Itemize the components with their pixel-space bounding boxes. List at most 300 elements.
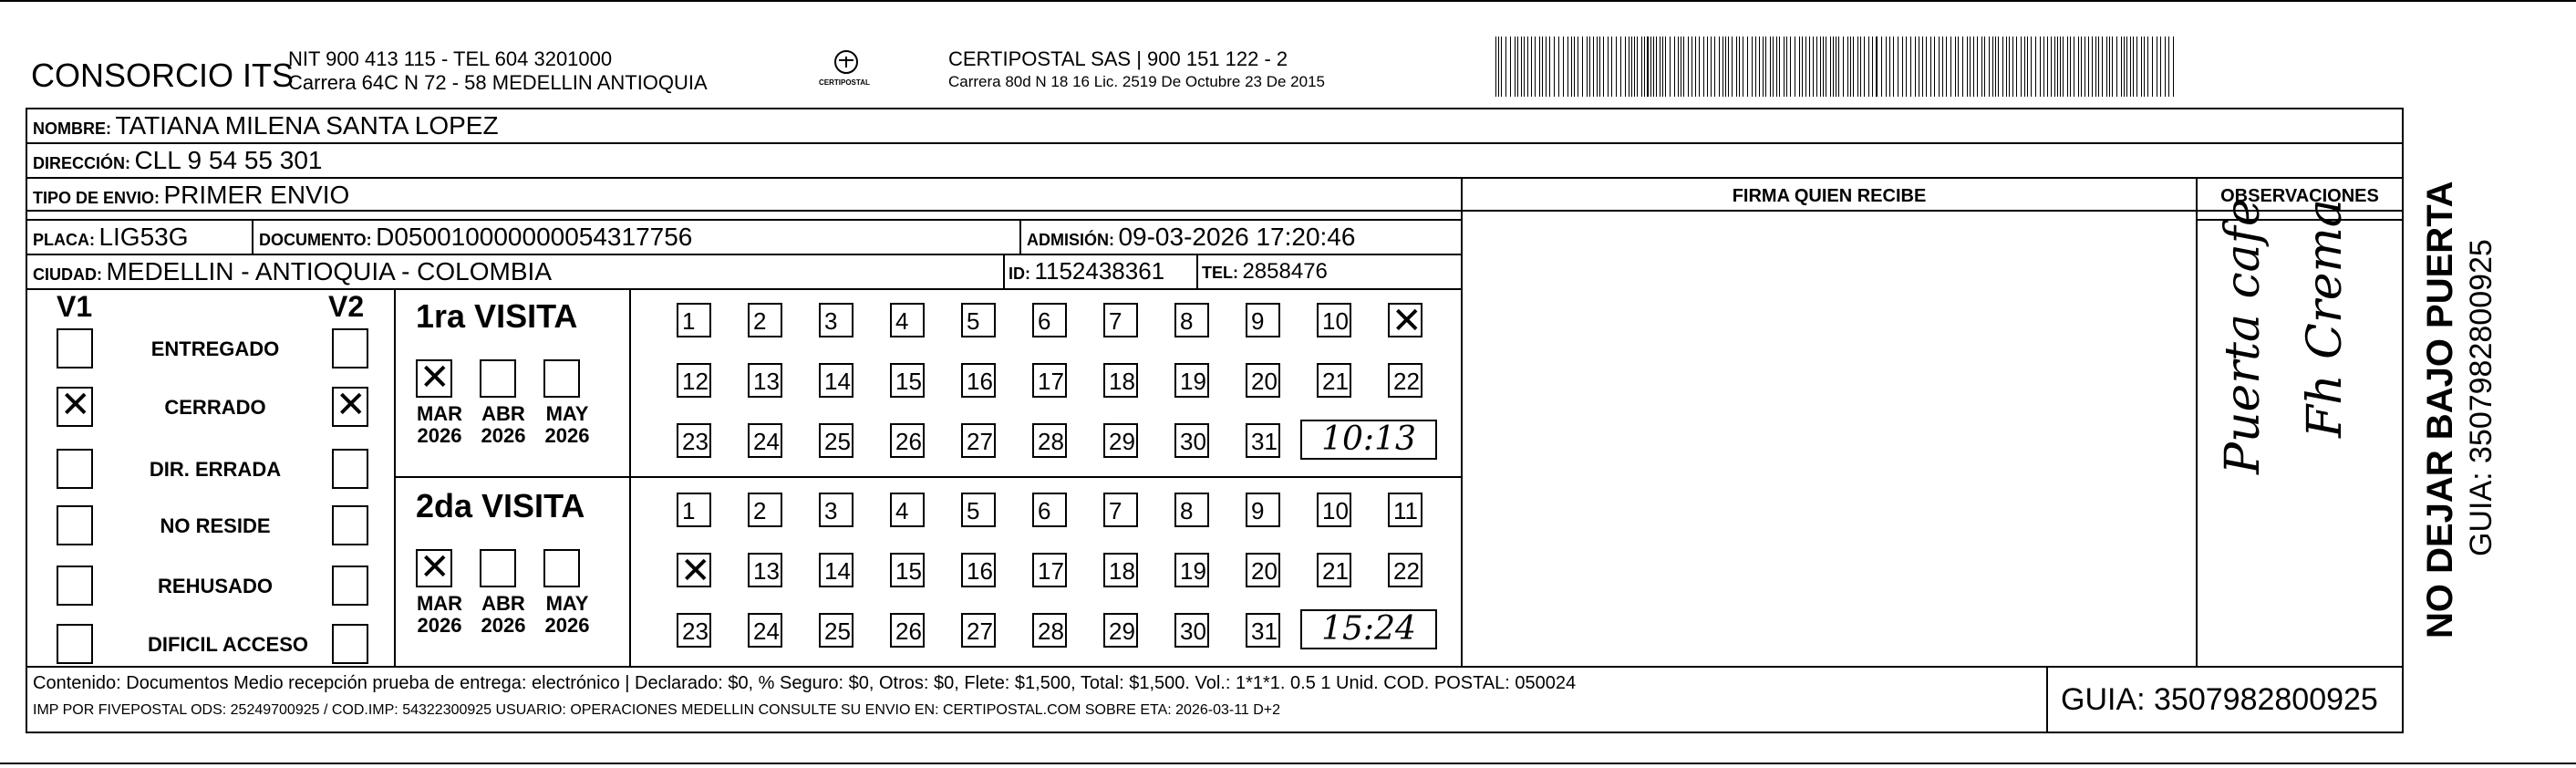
barcode-bar [2047,36,2048,97]
barcode-bar [1616,36,1617,97]
barcode-bar [1984,36,1985,97]
barcode-bar [1505,36,1506,97]
status-label: DIR. ERRADA [149,458,282,481]
barcode-bar [1634,36,1635,97]
day-box[interactable]: 25 [819,423,853,458]
barcode-bar [2121,36,2122,97]
barcode-bar [1906,36,1907,97]
direccion-value: CLL 9 54 55 301 [134,146,323,174]
barcode-bar [2144,36,2145,97]
month-checkbox[interactable] [543,549,580,587]
barcode-bar [1665,36,1666,97]
ciudad-row [33,257,552,286]
barcode-bar [1736,36,1737,97]
barcode-bar [1567,36,1568,97]
day-box[interactable]: 22 [1388,553,1422,587]
tipo-value: PRIMER ENVIO [163,181,350,209]
barcode-bar [1582,36,1583,97]
admision-value: 09-03-2026 17:20:46 [1118,223,1356,251]
barcode-bar [2116,36,2117,97]
barcode-bar [1790,36,1791,97]
barcode-bar [1893,36,1894,97]
placa-row [33,223,189,252]
barcode-bar [1589,36,1590,97]
day-box[interactable]: 16 [961,553,996,587]
barcode-bar [1799,36,1800,97]
v2-checkbox[interactable] [332,449,368,489]
barcode-bar [1656,36,1657,97]
barcode-bar [1521,36,1522,97]
month-year: 2026 [544,614,590,637]
barcode-bar [1930,36,1931,97]
barcode-bar [1571,36,1572,97]
month-year: 2026 [417,424,462,447]
barcode-bar [1992,36,1993,97]
tipo-row [33,181,349,210]
ciudad-value: MEDELLIN - ANTIOQUIA - COLOMBIA [106,257,552,285]
admision-label: ADMISIÓN: [1027,231,1114,249]
barcode-bar [1546,36,1547,97]
barcode-bar [1977,36,1978,97]
day-box[interactable]: 27 [961,423,996,458]
day-box[interactable]: 27 [961,613,996,648]
barcode-bar [2006,36,2007,97]
v2-checkbox[interactable] [332,328,368,368]
side-guia: GUIA: 3507982800925 [2464,239,2498,556]
month-label [478,593,529,637]
barcode-bar [2124,36,2125,97]
barcode-bar [1631,36,1632,97]
barcode-bar [1847,36,1848,97]
observacion-line-2: Fh Crema [2298,199,2353,438]
month-name: ABR [481,402,525,425]
barcode-bar [1934,36,1935,97]
barcode-bar [1784,36,1785,97]
barcode-bar [1641,36,1642,97]
barcode-bar [2078,36,2079,97]
month-year: 2026 [481,424,526,447]
month-name: MAR [416,402,463,425]
day-box[interactable]: 2 [748,493,782,527]
barcode-bar [1691,36,1692,97]
v2-checkbox[interactable] [332,624,368,664]
barcode-bar [1728,36,1729,97]
month-checkbox[interactable] [416,359,452,398]
day-box[interactable]: 3 [819,303,853,337]
barcode-bar [1889,36,1890,97]
barcode-bar [1910,36,1911,97]
nombre-value: TATIANA MILENA SANTA LOPEZ [115,111,499,140]
frame-right [2402,108,2404,733]
visit-title: 2da VISITA [416,487,585,524]
day-box[interactable]: 9 [1246,493,1280,527]
barcode-bar [1886,36,1887,97]
status-label: DIFICIL ACCESO [147,633,308,656]
barcode-bar [2060,36,2061,97]
barcode-bar [2133,36,2134,97]
barcode-bar [1653,36,1654,97]
barcode-bar [1620,36,1621,97]
frame-top [26,108,2404,109]
day-box[interactable]: 13 [748,553,782,587]
barcode-bar [1542,36,1543,97]
barcode [1495,36,2179,97]
day-box[interactable]: 31 [1246,423,1280,458]
month-year: 2026 [417,614,462,637]
footer-content: Contenido: Documentos Medio recepción prueba de entrega: electrónico | Declarado: $0, % Seguro: $0, Otros: $0, Flete: $1,500, Total: $1,500. Vol.: 1*1*1. 0.5 1 Unid. COD. POSTAL: 050024 [33,673,1577,693]
barcode-bar [1973,36,1974,97]
barcode-bar [2088,36,2089,97]
row-line [26,210,2404,212]
barcode-bar [1995,36,1996,97]
barcode-bar [2057,36,2058,97]
status-label: CERRADO [164,396,266,419]
day-box[interactable]: 26 [890,613,925,648]
month-checkbox[interactable] [543,359,580,398]
barcode-bar [1876,36,1878,97]
barcode-bar [1902,36,1903,97]
month-checkbox[interactable] [480,359,516,398]
day-box[interactable]: 2 [748,303,782,337]
day-box[interactable]: 29 [1103,423,1138,458]
barcode-bar [2002,36,2003,97]
barcode-bar [1759,36,1760,97]
day-box[interactable]: 15 [890,363,925,398]
day-box[interactable]: 11 [1388,493,1422,527]
barcode-bar [1678,36,1679,97]
barcode-bar [2095,36,2096,97]
v1-checkbox[interactable] [57,505,93,545]
barcode-bar [1946,36,1947,97]
day-box[interactable]: 4 [890,493,925,527]
day-box[interactable]: 17 [1032,363,1067,398]
barcode-bar [1998,36,1999,97]
barcode-bar [2012,36,2013,97]
month-label [478,403,529,447]
v1-checkbox[interactable] [57,328,93,368]
day-box[interactable]: 14 [819,553,853,587]
barcode-bar [1524,36,1525,97]
documento-row [259,223,692,252]
barcode-bar [1611,36,1612,97]
barcode-bar [1554,36,1555,97]
certipostal-logo-icon [819,44,874,99]
barcode-bar [1699,36,1700,97]
barcode-bar [1683,36,1684,97]
v2-label: V2 [328,290,365,323]
day-box[interactable]: 15 [890,553,925,587]
barcode-bar [1860,36,1861,97]
barcode-bar [1599,36,1600,97]
barcode-bar [1711,36,1712,97]
row-line [394,476,1461,478]
row-line [26,254,1463,255]
month-label [414,403,465,447]
day-box[interactable]: 9 [1246,303,1280,337]
barcode-bar [1644,36,1645,97]
barcode-bar [1868,36,1869,97]
barcode-bar [1864,36,1865,97]
barcode-bar [2070,36,2071,97]
day-box[interactable]: 17 [1032,553,1067,587]
barcode-bar [1833,36,1834,97]
barcode-bar [2168,36,2169,97]
month-label [542,403,593,447]
v1-checkbox[interactable] [57,566,93,606]
day-box[interactable]: 23 [677,613,711,648]
day-box[interactable]: 26 [890,423,925,458]
day-box[interactable]: 28 [1032,423,1067,458]
barcode-bar [1763,36,1764,97]
month-year: 2026 [481,614,526,637]
barcode-bar [1587,36,1588,97]
barcode-bar [2152,36,2153,97]
day-box[interactable]: 14 [819,363,853,398]
month-label [542,593,593,637]
visit-title: 1ra VISITA [416,297,578,335]
barcode-bar [1813,36,1814,97]
v2-checkbox[interactable] [332,566,368,606]
col-line [2196,177,2198,666]
v1-checkbox[interactable] [57,624,93,664]
barcode-bar [2043,36,2044,97]
barcode-bar [1773,36,1774,97]
barcode-bar [1955,36,1956,97]
observaciones-label: OBSERVACIONES [2220,186,2379,206]
barcode-bar [2035,36,2036,97]
certipostal-license: Carrera 80d N 18 16 Lic. 2519 De Octubre 23 De 2015 [948,73,1325,90]
barcode-bar [2016,36,2017,97]
barcode-bar [2063,36,2064,97]
day-box[interactable]: 28 [1032,613,1067,648]
barcode-bar [1563,36,1564,97]
barcode-bar [1662,36,1663,97]
barcode-bar [1688,36,1689,97]
barcode-bar [1549,36,1550,97]
month-name: MAY [545,402,589,425]
barcode-bar [2027,36,2028,97]
barcode-bar [1776,36,1777,97]
col-line [1019,219,1021,254]
nombre-row [33,111,499,140]
barcode-bar [2024,36,2025,97]
day-box[interactable]: 18 [1103,553,1138,587]
barcode-bar [1539,36,1540,97]
day-box[interactable]: 25 [819,613,853,648]
barcode-bar [1838,36,1839,97]
company-name: CONSORCIO ITS [31,57,295,94]
day-box[interactable]: 19 [1174,553,1209,587]
barcode-bar [1967,36,1968,97]
barcode-bar [1786,36,1787,97]
day-box[interactable]: 19 [1174,363,1209,398]
v1-checkbox[interactable] [57,387,93,427]
day-box[interactable]: 3 [819,493,853,527]
barcode-bar [1942,36,1943,97]
barcode-image [1495,36,2179,97]
barcode-bar [2054,36,2055,97]
col-line [1461,177,1463,666]
barcode-bar [2092,36,2093,97]
frame-left [26,108,27,733]
barcode-bar [1802,36,1803,97]
barcode-bar [1816,36,1817,97]
barcode-bar [1981,36,1982,97]
visit-time: 15:24 [1300,609,1437,649]
barcode-bar [2141,36,2142,97]
admision-row [1027,223,1355,252]
v1-checkbox[interactable] [57,449,93,489]
barcode-bar [1670,36,1671,97]
firma-label: FIRMA QUIEN RECIBE [1732,186,1927,206]
barcode-bar [2098,36,2099,97]
day-box[interactable]: 8 [1174,493,1209,527]
barcode-bar [1805,36,1806,97]
barcode-bar [1495,36,1496,97]
barcode-bar [1535,36,1536,97]
nombre-label: NOMBRE: [33,119,111,138]
barcode-bar [1820,36,1821,97]
barcode-bar [1958,36,1959,97]
barcode-bar [1747,36,1748,97]
day-box[interactable]: 20 [1246,363,1280,398]
day-box[interactable]: 6 [1032,493,1067,527]
barcode-bar [1962,36,1963,97]
day-box[interactable]: 7 [1103,493,1138,527]
status-label: ENTREGADO [150,337,280,360]
day-box[interactable]: 7 [1103,303,1138,337]
barcode-bar [1809,36,1810,97]
day-box[interactable]: 30 [1174,613,1209,648]
barcode-bar [1843,36,1844,97]
day-box[interactable]: 5 [961,493,996,527]
company-address: Carrera 64C N 72 - 58 MEDELLIN ANTIOQUIA [288,71,708,94]
month-name: ABR [481,592,525,615]
col-line [1196,254,1198,288]
barcode-bar [1647,36,1649,97]
barcode-bar [1603,36,1604,97]
tipo-label: TIPO DE ENVIO: [33,189,160,207]
barcode-bar [1608,36,1609,97]
v2-checkbox[interactable] [332,505,368,545]
direccion-label: DIRECCIÓN: [33,154,130,172]
day-box[interactable]: 8 [1174,303,1209,337]
day-box[interactable]: 21 [1317,553,1351,587]
barcode-bar [1850,36,1851,97]
logo-text: CERTIPOSTAL [819,78,870,87]
barcode-bar [2106,36,2107,97]
certipostal-title: CERTIPOSTAL SAS | 900 151 122 - 2 [948,47,1288,70]
day-box[interactable]: 13 [748,363,782,398]
day-box[interactable]: 10 [1317,493,1351,527]
barcode-bar [2126,36,2127,97]
row-line [26,219,1463,221]
col-line [2046,666,2048,733]
placa-label: PLACA: [33,231,95,249]
id-row [1009,257,1164,285]
barcode-bar [1515,36,1516,97]
row-line [26,142,2404,144]
barcode-bar [1755,36,1756,97]
barcode-bar [1558,36,1559,97]
barcode-bar [1501,36,1502,97]
day-box[interactable]: 29 [1103,613,1138,648]
barcode-bar [1915,36,1916,97]
status-label: NO RESIDE [160,514,271,537]
barcode-bar [1725,36,1726,97]
barcode-bar [1853,36,1854,97]
day-box[interactable]: 31 [1246,613,1280,648]
certipostal-logo [819,44,874,99]
barcode-bar [1703,36,1704,97]
barcode-bar [1779,36,1780,97]
month-name: MAR [416,592,463,615]
row-line [26,288,1463,290]
day-box[interactable]: 16 [961,363,996,398]
day-box[interactable]: 30 [1174,423,1209,458]
no-dejar-bajo-puerta: NO DEJAR BAJO PUERTA [2420,181,2460,638]
day-box[interactable]: 22 [1388,363,1422,398]
barcode-bar [1527,36,1528,97]
day-box[interactable]: 1 [677,303,711,337]
barcode-bar [1574,36,1575,97]
day-box[interactable]: 24 [748,423,782,458]
day-box[interactable] [677,553,711,587]
barcode-bar [1926,36,1927,97]
observacion-line-1: Puerta cafe [2216,198,2271,474]
barcode-bar [1857,36,1858,97]
day-box[interactable]: 18 [1103,363,1138,398]
id-value: 1152438361 [1034,257,1165,285]
v2-checkbox[interactable] [332,387,368,427]
barcode-bar [2160,36,2161,97]
day-box[interactable]: 12 [677,363,711,398]
day-box[interactable]: 23 [677,423,711,458]
month-checkbox[interactable] [416,549,452,587]
day-box[interactable]: 10 [1317,303,1351,337]
status-label: REHUSADO [158,575,273,597]
tel-value: 2858476 [1242,259,1328,284]
barcode-bar [2031,36,2032,97]
footer-guia: GUIA: 3507982800925 [2061,682,2378,717]
day-box[interactable] [1388,303,1422,337]
col-line [252,219,253,254]
day-box[interactable]: 21 [1317,363,1351,398]
month-checkbox[interactable] [480,549,516,587]
barcode-bar [1970,36,1971,97]
bottom-border [0,763,2576,764]
day-box[interactable]: 24 [748,613,782,648]
footer-print-info: IMP POR FIVEPOSTAL ODS: 25249700925 / COD.IMP: 54322300925 USUARIO: OPERACIONES MEDELLIN CONSULTE SU ENVIO EN: CERTIPOSTAL.COM SOBRE ETA: 2026-03-11 D+2 [33,702,1281,718]
barcode-bar [1637,36,1638,97]
barcode-bar [1517,36,1518,97]
barcode-bar [2136,36,2137,97]
day-box[interactable]: 20 [1246,553,1280,587]
day-box[interactable]: 5 [961,303,996,337]
day-box[interactable]: 1 [677,493,711,527]
barcode-bar [1498,36,1499,97]
documento-label: DOCUMENTO: [259,231,372,249]
day-box[interactable]: 6 [1032,303,1067,337]
top-border [0,0,2576,2]
barcode-bar [1714,36,1715,97]
day-box[interactable]: 4 [890,303,925,337]
row-line [26,177,2404,179]
barcode-bar [1531,36,1532,97]
barcode-bar [1830,36,1831,97]
month-label [414,593,465,637]
visit-time: 10:13 [1300,420,1437,460]
